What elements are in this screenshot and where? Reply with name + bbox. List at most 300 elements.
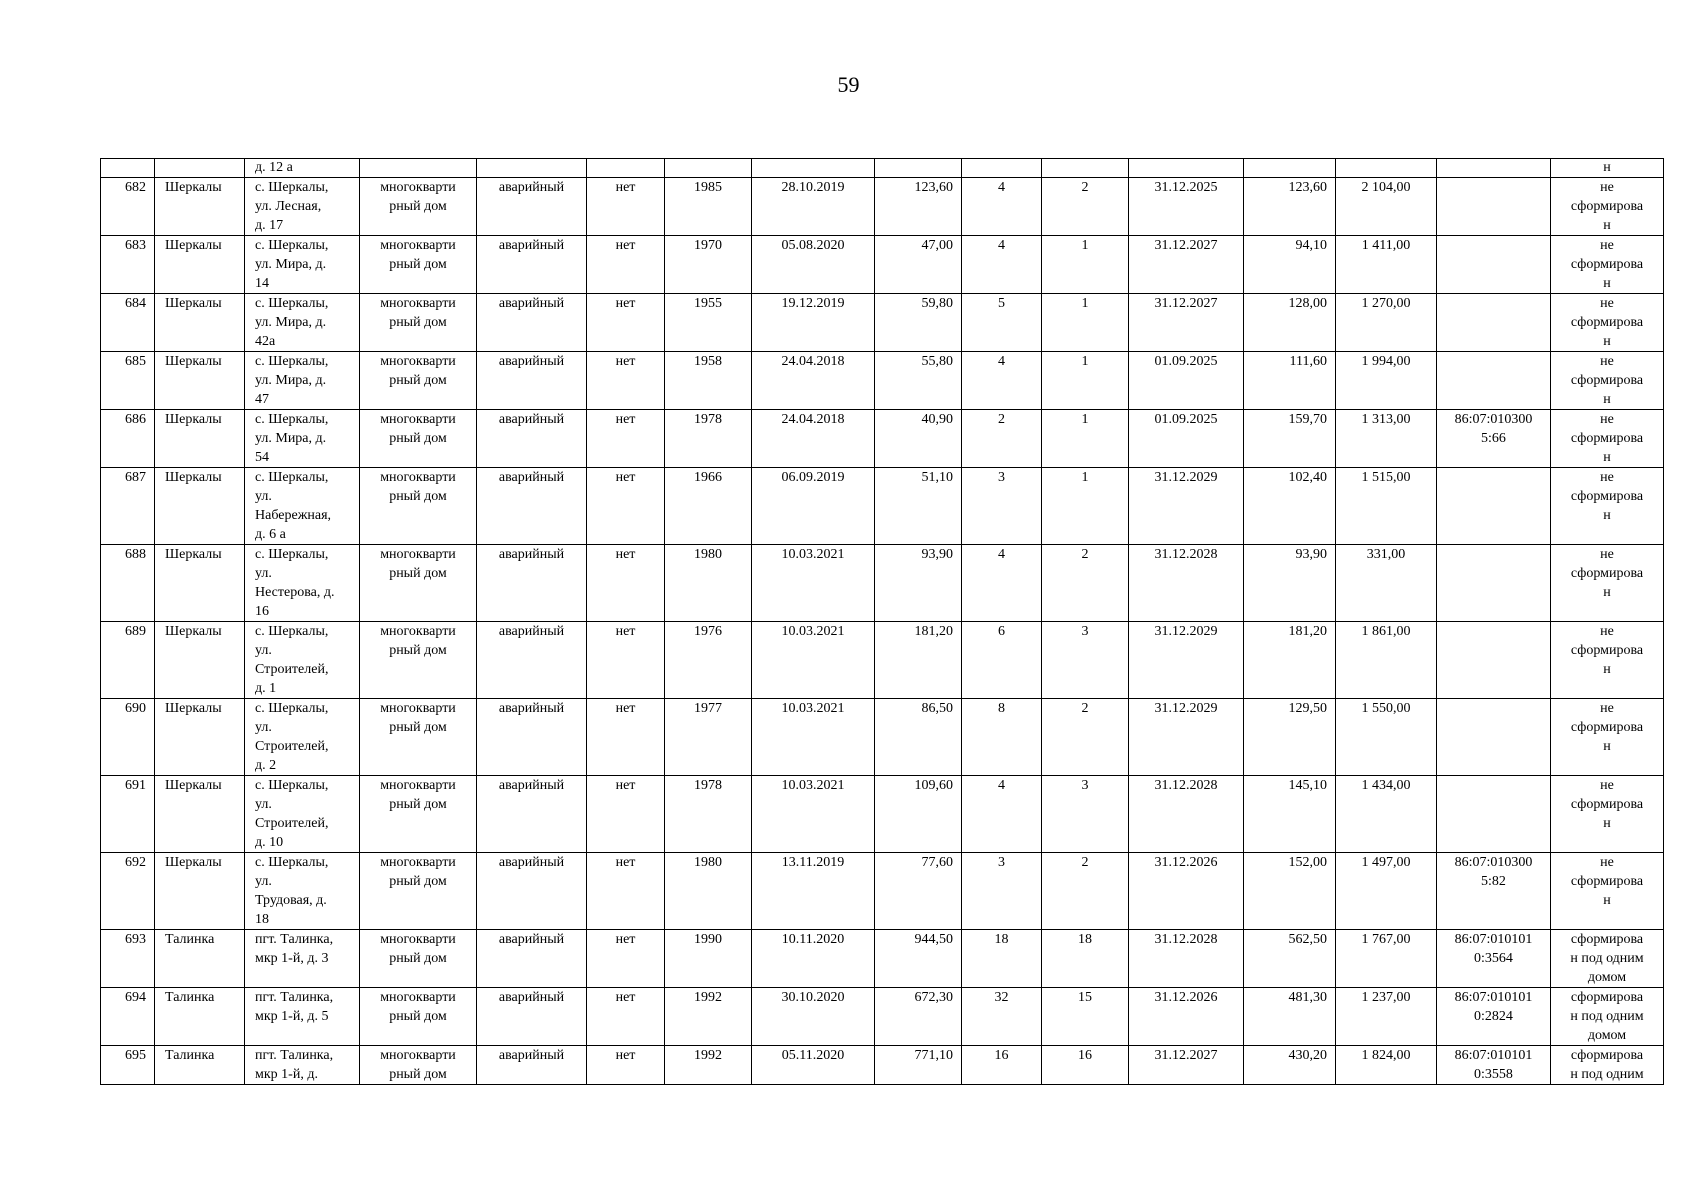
cell-condition: аварийный <box>477 1046 587 1085</box>
cell-parcel-status-line: н под одним <box>1570 1009 1644 1024</box>
cell-object-type-line: многокварти <box>380 470 456 485</box>
cell-address-line: с. Шеркалы, <box>255 470 329 485</box>
cell-parcel-status <box>1551 853 1664 930</box>
cell-area-2: 94,10 <box>1244 236 1336 294</box>
cell-parcel-status <box>1551 930 1664 988</box>
cell-area-2: 93,90 <box>1244 545 1336 622</box>
cell-parcel-status-line: не <box>1600 296 1614 311</box>
cell-object-type-line: многокварти <box>380 778 456 793</box>
cell-parcel-status-line: не <box>1600 238 1614 253</box>
cell-value-2: 1 <box>1042 294 1129 352</box>
cell-number: 693 <box>101 930 155 988</box>
cell-parcel-status-line: н <box>1603 585 1611 600</box>
cell-object-type <box>360 622 477 699</box>
cell-address-line: ул. Мира, д. <box>255 431 327 446</box>
cell-date: 30.10.2020 <box>752 988 875 1046</box>
cell-address-line: 54 <box>255 450 269 465</box>
cell-amount: 1 434,00 <box>1336 776 1437 853</box>
housing-registry-table <box>100 158 1664 1085</box>
cell-object-type-line: рный дом <box>389 431 447 446</box>
cell-value-2: 3 <box>1042 776 1129 853</box>
cell-cadastre <box>1437 622 1551 699</box>
cell-year: 1955 <box>665 294 752 352</box>
cell-area: 86,50 <box>875 699 962 776</box>
cell-address-line: ул. <box>255 489 272 504</box>
cell-object-type-line: рный дом <box>389 315 447 330</box>
cell-flag: нет <box>587 545 665 622</box>
cell-parcel-status-line: не <box>1600 701 1614 716</box>
cell-address <box>245 853 360 930</box>
cell-date: 19.12.2019 <box>752 294 875 352</box>
cell-flag: нет <box>587 622 665 699</box>
cell-value-2: 16 <box>1042 1046 1129 1085</box>
cell-cadastre-line: 0:2824 <box>1474 1009 1513 1024</box>
cell-amount: 1 313,00 <box>1336 410 1437 468</box>
cell-settlement: Шеркалы <box>155 699 245 776</box>
cell-parcel-status-line: н <box>1603 739 1611 754</box>
cell-year: 1976 <box>665 622 752 699</box>
table-row <box>101 410 1664 468</box>
cell-parcel-status <box>1551 410 1664 468</box>
cell-flag: нет <box>587 853 665 930</box>
cell-amount: 1 861,00 <box>1336 622 1437 699</box>
cell-value-1: 18 <box>962 930 1042 988</box>
cell-object-type-line: многокварти <box>380 180 456 195</box>
cell-value-1: 6 <box>962 622 1042 699</box>
cell-address-line: 47 <box>255 392 269 407</box>
cell-cadastre <box>1437 988 1551 1046</box>
cell-address-line: с. Шеркалы, <box>255 701 329 716</box>
cell-condition: аварийный <box>477 294 587 352</box>
cell-value-2: 2 <box>1042 699 1129 776</box>
cell-object-type <box>360 545 477 622</box>
cell-settlement: Шеркалы <box>155 352 245 410</box>
cell-amount: 1 497,00 <box>1336 853 1437 930</box>
cell-address-line: ул. <box>255 566 272 581</box>
cell-settlement: Шеркалы <box>155 236 245 294</box>
cell-parcel-status-line: н <box>1603 816 1611 831</box>
cell-date: 05.08.2020 <box>752 236 875 294</box>
cell-address-line: Трудовая, д. <box>255 893 327 908</box>
cell-settlement: Шеркалы <box>155 622 245 699</box>
cell-parcel-status-line: сформирова <box>1570 315 1644 330</box>
cell-value-2: 3 <box>1042 622 1129 699</box>
cell-amount: 1 767,00 <box>1336 930 1437 988</box>
cell-settlement: Шеркалы <box>155 853 245 930</box>
cell-cadastre <box>1437 776 1551 853</box>
cell-parcel-status <box>1551 352 1664 410</box>
cell-cadastre <box>1437 178 1551 236</box>
cell-deadline: 31.12.2029 <box>1129 468 1244 545</box>
cell-value-1: 3 <box>962 853 1042 930</box>
cell-cadastre <box>1437 545 1551 622</box>
table-row <box>101 622 1664 699</box>
cell-settlement: Шеркалы <box>155 294 245 352</box>
cell-address-line: с. Шеркалы, <box>255 412 329 427</box>
cell-object-type-line: рный дом <box>389 1009 447 1024</box>
cell-area-2: 128,00 <box>1244 294 1336 352</box>
page-number: 59 <box>837 72 860 97</box>
cell-address-line: д. 17 <box>255 218 284 233</box>
cell-address-line: с. Шеркалы, <box>255 855 329 870</box>
cell-year: 1958 <box>665 352 752 410</box>
cell-settlement: Шеркалы <box>155 410 245 468</box>
cell-amount: 1 270,00 <box>1336 294 1437 352</box>
cell-value-1: 4 <box>962 776 1042 853</box>
cell-address <box>245 930 360 988</box>
cell-parcel-status <box>1551 468 1664 545</box>
cell-value-2: 1 <box>1042 236 1129 294</box>
cell-parcel-status-line: н <box>1603 218 1611 233</box>
table-row <box>101 294 1664 352</box>
cell-cadastre-line: 0:3558 <box>1474 1067 1513 1082</box>
cell-date: 10.11.2020 <box>752 930 875 988</box>
cell-object-type-line: рный дом <box>389 566 447 581</box>
cell-year: 1992 <box>665 988 752 1046</box>
cell-parcel-status <box>1551 545 1664 622</box>
cell-address-line: с. Шеркалы, <box>255 296 329 311</box>
table-row <box>101 776 1664 853</box>
cell-address-line: с. Шеркалы, <box>255 624 329 639</box>
cell-address-line: Строителей, <box>255 816 329 831</box>
cell-address <box>245 988 360 1046</box>
cell-address-line: пгт. Талинка, <box>255 932 334 947</box>
cell-area: 47,00 <box>875 236 962 294</box>
cell-parcel-status-line: сформирова <box>1570 566 1644 581</box>
cell-object-type-line: многокварти <box>380 932 456 947</box>
cell-date: 24.04.2018 <box>752 410 875 468</box>
cell-condition: аварийный <box>477 622 587 699</box>
cell-value-1: 32 <box>962 988 1042 1046</box>
cell-number: 686 <box>101 410 155 468</box>
cell-object-type-line: рный дом <box>389 1067 447 1082</box>
table-row <box>101 468 1664 545</box>
cell-address-line: ул. <box>255 797 272 812</box>
cell-object-type-line: многокварти <box>380 238 456 253</box>
cell-flag: нет <box>587 930 665 988</box>
cell-date: 05.11.2020 <box>752 1046 875 1085</box>
cell-address-line: мкр 1-й, д. 3 <box>255 951 329 966</box>
cell-address-line: мкр 1-й, д. <box>255 1067 318 1082</box>
cell-number: 689 <box>101 622 155 699</box>
cell-object-type-line: многокварти <box>380 624 456 639</box>
cell-object-type-line: рный дом <box>389 489 447 504</box>
cell-parcel-status-line: сформирова <box>1570 643 1644 658</box>
cell-area: 109,60 <box>875 776 962 853</box>
cell-address-line: ул. Лесная, <box>255 199 322 214</box>
cell-parcel-status-line: не <box>1600 624 1614 639</box>
cell-area-2: 152,00 <box>1244 853 1336 930</box>
cell-cadastre <box>1437 236 1551 294</box>
cell-parcel-status-line: сформирова <box>1570 990 1644 1005</box>
cell-value-2: 15 <box>1042 988 1129 1046</box>
cell-object-type-line: рный дом <box>389 373 447 388</box>
table-row <box>101 699 1664 776</box>
cell-parcel-status-line: не <box>1600 547 1614 562</box>
cell-address <box>245 545 360 622</box>
cell-parcel-status-line: сформирова <box>1570 1048 1644 1063</box>
cell-year: 1980 <box>665 853 752 930</box>
cell-cadastre <box>1437 930 1551 988</box>
cell-parcel-status-line: сформирова <box>1570 797 1644 812</box>
cell-condition: аварийный <box>477 468 587 545</box>
cell-parcel-status-line: сформирова <box>1570 720 1644 735</box>
cell-settlement: Шеркалы <box>155 776 245 853</box>
cell-address-line: 14 <box>255 276 269 291</box>
cell-deadline: 31.12.2026 <box>1129 853 1244 930</box>
cell-amount: 331,00 <box>1336 545 1437 622</box>
cell-value-2: 18 <box>1042 930 1129 988</box>
cell-value-2: 1 <box>1042 410 1129 468</box>
cell-date: 28.10.2019 <box>752 178 875 236</box>
cell-address-line: 18 <box>255 912 269 927</box>
cell-condition: аварийный <box>477 988 587 1046</box>
cell-address-line: 16 <box>255 604 269 619</box>
cell-amount: 1 550,00 <box>1336 699 1437 776</box>
cell-parcel-status-line: не <box>1600 855 1614 870</box>
cell-address-line: д. 10 <box>255 835 284 850</box>
cell-object-type <box>360 988 477 1046</box>
cell-parcel-status <box>1551 776 1664 853</box>
cell-year: 1985 <box>665 178 752 236</box>
cell-object-type-line: рный дом <box>389 199 447 214</box>
cell-number: 685 <box>101 352 155 410</box>
cell-value-1: 4 <box>962 545 1042 622</box>
cell-object-type-line: рный дом <box>389 951 447 966</box>
cell-year: 1966 <box>665 468 752 545</box>
cell-value-2: 1 <box>1042 468 1129 545</box>
cell-amount: 1 411,00 <box>1336 236 1437 294</box>
cell-address-line: с. Шеркалы, <box>255 547 329 562</box>
cell-number: 692 <box>101 853 155 930</box>
cell-address-line: Нестерова, д. <box>255 585 335 600</box>
cell-address <box>245 622 360 699</box>
cell-deadline: 31.12.2027 <box>1129 236 1244 294</box>
cell-object-type <box>360 294 477 352</box>
cell-deadline: 01.09.2025 <box>1129 352 1244 410</box>
cell-flag: нет <box>587 294 665 352</box>
cell-amount: 1 237,00 <box>1336 988 1437 1046</box>
cell-year: 1978 <box>665 410 752 468</box>
cell-deadline: 31.12.2028 <box>1129 545 1244 622</box>
cell-object-type <box>360 930 477 988</box>
cell-cadastre-line: 5:66 <box>1481 431 1506 446</box>
cell-cadastre <box>1437 699 1551 776</box>
cell-cadastre-line: 5:82 <box>1481 874 1506 889</box>
cell-deadline: 31.12.2028 <box>1129 930 1244 988</box>
cell-number: 691 <box>101 776 155 853</box>
cell-parcel-status-line: сформирова <box>1570 373 1644 388</box>
cell-area-2: 159,70 <box>1244 410 1336 468</box>
cell-deadline: 01.09.2025 <box>1129 410 1244 468</box>
cell-date: 24.04.2018 <box>752 352 875 410</box>
cell-parcel-status-line: н <box>1603 508 1611 523</box>
cell-settlement: Талинка <box>155 988 245 1046</box>
cell-area: 672,30 <box>875 988 962 1046</box>
cell-address <box>245 468 360 545</box>
cell-parcel-status-line: сформирова <box>1570 932 1644 947</box>
cell-flag: нет <box>587 236 665 294</box>
cell-address <box>245 776 360 853</box>
cell-deadline: 31.12.2028 <box>1129 776 1244 853</box>
cell-address <box>245 352 360 410</box>
cell-object-type <box>360 410 477 468</box>
cell-settlement: Шеркалы <box>155 545 245 622</box>
cell-cadastre-line: 86:07:010300 <box>1454 412 1533 427</box>
cell-area-2: 430,20 <box>1244 1046 1336 1085</box>
cell-date: 10.03.2021 <box>752 622 875 699</box>
cell-parcel-status-line: н <box>1603 334 1611 349</box>
cell-amount: 1 994,00 <box>1336 352 1437 410</box>
cell-parcel-status-line: н <box>1603 276 1611 291</box>
cell-parcel-status-line: н <box>1603 662 1611 677</box>
cell-year: 1978 <box>665 776 752 853</box>
cell-area-2: 102,40 <box>1244 468 1336 545</box>
cell-object-type-line: рный дом <box>389 874 447 889</box>
cell-value-2: 2 <box>1042 178 1129 236</box>
cell-address <box>245 699 360 776</box>
cell-address-line: с. Шеркалы, <box>255 778 329 793</box>
cell-condition: аварийный <box>477 545 587 622</box>
cell-address-line: ул. Мира, д. <box>255 257 327 272</box>
cell-address-line: 42а <box>255 334 276 349</box>
table-row <box>101 1046 1664 1085</box>
cell-amount: 1 824,00 <box>1336 1046 1437 1085</box>
cell-parcel-status-line: не <box>1600 778 1614 793</box>
cell-cadastre-line: 86:07:010300 <box>1454 855 1533 870</box>
cell-parcel-status-line: не <box>1600 354 1614 369</box>
cell-flag: нет <box>587 352 665 410</box>
cell-object-type-line: многокварти <box>380 701 456 716</box>
cell-number: 684 <box>101 294 155 352</box>
cell-area-2: 181,20 <box>1244 622 1336 699</box>
table-row <box>101 988 1664 1046</box>
cell-cadastre-line: 86:07:010101 <box>1454 1048 1533 1063</box>
cell-deadline: 31.12.2029 <box>1129 622 1244 699</box>
continuation-row <box>101 159 1664 178</box>
cell-condition: аварийный <box>477 236 587 294</box>
cell-address <box>245 1046 360 1085</box>
cell-year: 1992 <box>665 1046 752 1085</box>
cell-flag: нет <box>587 1046 665 1085</box>
cell-number: 694 <box>101 988 155 1046</box>
cell-area-2: 129,50 <box>1244 699 1336 776</box>
cell-address <box>245 294 360 352</box>
cell-object-type-line: многокварти <box>380 1048 456 1063</box>
cell-value-1: 8 <box>962 699 1042 776</box>
cell-deadline: 31.12.2029 <box>1129 699 1244 776</box>
cell-address-line: пгт. Талинка, <box>255 1048 334 1063</box>
cell-settlement: Шеркалы <box>155 178 245 236</box>
cell-cadastre-line: 0:3564 <box>1474 951 1513 966</box>
cell-flag: нет <box>587 988 665 1046</box>
cell-value-1: 4 <box>962 352 1042 410</box>
cell-address-line: д. 2 <box>255 758 277 773</box>
cell-cadastre <box>1437 352 1551 410</box>
cell-parcel-status <box>1551 236 1664 294</box>
cell-area: 40,90 <box>875 410 962 468</box>
table-body <box>101 159 1664 1085</box>
continued-address: д. 12 а <box>245 159 360 178</box>
cell-settlement: Талинка <box>155 1046 245 1085</box>
cell-value-1: 16 <box>962 1046 1042 1085</box>
cell-object-type <box>360 178 477 236</box>
cell-address <box>245 236 360 294</box>
cell-address-line: д. 6 а <box>255 527 286 542</box>
cell-address-line: с. Шеркалы, <box>255 238 329 253</box>
cell-area-2: 145,10 <box>1244 776 1336 853</box>
cell-address-line: с. Шеркалы, <box>255 354 329 369</box>
cell-address <box>245 410 360 468</box>
cell-value-1: 3 <box>962 468 1042 545</box>
cell-number: 683 <box>101 236 155 294</box>
cell-object-type-line: многокварти <box>380 547 456 562</box>
cell-value-1: 2 <box>962 410 1042 468</box>
cell-parcel-status-line: сформирова <box>1570 874 1644 889</box>
cell-parcel-status-line: сформирова <box>1570 431 1644 446</box>
cell-address-line: ул. Мира, д. <box>255 315 327 330</box>
cell-cadastre <box>1437 410 1551 468</box>
cell-amount: 2 104,00 <box>1336 178 1437 236</box>
cell-area-2: 123,60 <box>1244 178 1336 236</box>
cell-value-1: 4 <box>962 178 1042 236</box>
cell-object-type <box>360 352 477 410</box>
cell-object-type <box>360 1046 477 1085</box>
cell-flag: нет <box>587 468 665 545</box>
cell-address-line: пгт. Талинка, <box>255 990 334 1005</box>
cell-deadline: 31.12.2025 <box>1129 178 1244 236</box>
cell-object-type <box>360 853 477 930</box>
cell-object-type-line: рный дом <box>389 257 447 272</box>
cell-object-type <box>360 699 477 776</box>
cell-parcel-status-line: н <box>1603 893 1611 908</box>
cell-number: 690 <box>101 699 155 776</box>
cell-parcel-status <box>1551 988 1664 1046</box>
cell-cadastre-line: 86:07:010101 <box>1454 932 1533 947</box>
cell-area-2: 562,50 <box>1244 930 1336 988</box>
cell-area: 59,80 <box>875 294 962 352</box>
table-row <box>101 853 1664 930</box>
cell-address-line: Строителей, <box>255 662 329 677</box>
table-row <box>101 236 1664 294</box>
cell-number: 682 <box>101 178 155 236</box>
cell-date: 10.03.2021 <box>752 699 875 776</box>
cell-object-type-line: многокварти <box>380 296 456 311</box>
cell-flag: нет <box>587 776 665 853</box>
continued-status: н <box>1551 159 1664 178</box>
cell-value-1: 4 <box>962 236 1042 294</box>
cell-area: 123,60 <box>875 178 962 236</box>
cell-condition: аварийный <box>477 853 587 930</box>
cell-address-line: с. Шеркалы, <box>255 180 329 195</box>
cell-condition: аварийный <box>477 352 587 410</box>
cell-parcel-status <box>1551 622 1664 699</box>
cell-deadline: 31.12.2027 <box>1129 294 1244 352</box>
cell-year: 1980 <box>665 545 752 622</box>
cell-address-line: Строителей, <box>255 739 329 754</box>
cell-parcel-status-line: домом <box>1587 970 1627 985</box>
cell-flag: нет <box>587 410 665 468</box>
cell-parcel-status <box>1551 1046 1664 1085</box>
cell-area: 51,10 <box>875 468 962 545</box>
cell-parcel-status-line: сформирова <box>1570 489 1644 504</box>
cell-condition: аварийный <box>477 930 587 988</box>
cell-address-line: мкр 1-й, д. 5 <box>255 1009 329 1024</box>
cell-area: 771,10 <box>875 1046 962 1085</box>
cell-amount: 1 515,00 <box>1336 468 1437 545</box>
table-row <box>101 178 1664 236</box>
cell-year: 1977 <box>665 699 752 776</box>
